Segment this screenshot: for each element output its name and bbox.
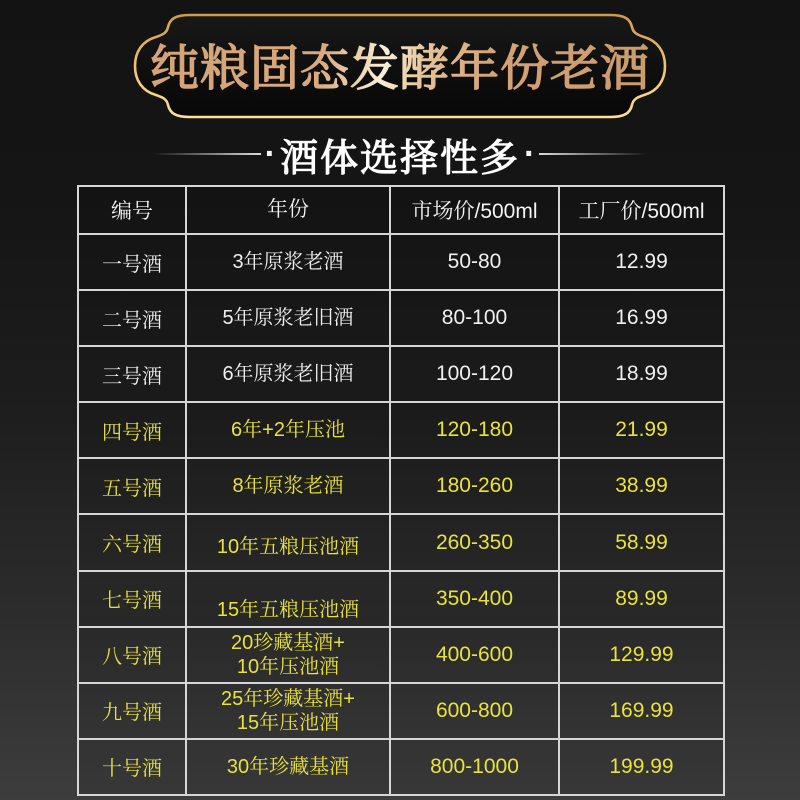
vintage-line: 8年原浆老酒: [232, 475, 344, 498]
factory-price-cell: 58.99: [615, 530, 668, 554]
factory-price-cell: 169.99: [609, 698, 674, 722]
row-number-cell: 四号酒: [79, 403, 187, 457]
vintage-cell: [187, 684, 391, 738]
factory-price-cell: 21.99: [615, 418, 668, 442]
table-row: [79, 233, 723, 289]
market-price-cell: 800-1000: [391, 740, 560, 794]
vintage-line: 3年原浆老酒: [232, 251, 344, 274]
vintage-cell: [187, 347, 391, 401]
vintage-line: 5年原浆老旧酒: [222, 307, 354, 330]
row-number-cell: 七号酒: [79, 572, 187, 626]
column-header-factory-price: 工厂价/500ml: [578, 200, 705, 223]
vintage-cell: [187, 740, 391, 794]
table-header-row: [79, 187, 723, 233]
factory-price-cell: 129.99: [609, 642, 674, 666]
table-row: [79, 513, 723, 569]
market-price-cell: 50-80: [391, 235, 560, 289]
factory-price-cell: 89.99: [615, 586, 668, 610]
vintage-line: 30年珍藏基酒: [226, 755, 350, 778]
row-number-cell: 一号酒: [79, 235, 187, 289]
vintage-line: 25年珍藏基酒+: [221, 687, 355, 710]
row-number-cell: 八号酒: [79, 628, 187, 682]
market-price-cell: 350-400: [391, 572, 560, 626]
price-table: [77, 185, 725, 796]
factory-price-cell: 16.99: [615, 306, 668, 330]
vintage-line: 10年五粮压池酒: [216, 536, 360, 559]
vintage-line: 20珍藏基酒+: [231, 631, 345, 654]
vintage-cell: [187, 572, 391, 626]
vintage-cell: [187, 459, 391, 513]
vintage-line: 10年压池酒: [236, 655, 340, 678]
vintage-line: 15年五粮压池酒: [216, 598, 360, 621]
table-row: [79, 457, 723, 513]
column-header-market-price: 市场价/500ml: [391, 187, 560, 233]
row-number-cell: 二号酒: [79, 291, 187, 345]
market-price-cell: 180-260: [391, 459, 560, 513]
factory-price-cell: 12.99: [615, 250, 668, 274]
vintage-line: 15年压池酒: [236, 711, 340, 734]
row-number-cell: 五号酒: [79, 459, 187, 513]
factory-price-cell: 199.99: [609, 754, 674, 778]
vintage-cell: [187, 291, 391, 345]
subtitle-right-dot: ·: [524, 135, 536, 173]
vintage-line: 6年+2年压池: [231, 419, 345, 442]
banner-title: 纯粮固态发酵年份老酒: [128, 9, 672, 123]
market-price-cell: 400-600: [391, 628, 560, 682]
vintage-cell: [187, 235, 391, 289]
table-row: [79, 570, 723, 626]
vintage-line: 6年原浆老旧酒: [222, 363, 354, 386]
column-header-number: 编号: [79, 187, 187, 233]
section-subtitle-row: [0, 128, 800, 180]
vintage-cell: [187, 403, 391, 457]
row-number-cell: 六号酒: [79, 515, 187, 569]
subtitle-left-line: [153, 153, 261, 155]
table-row: [79, 626, 723, 682]
table-row: [79, 289, 723, 345]
row-number-cell: 十号酒: [79, 740, 187, 794]
market-price-cell: 100-120: [391, 347, 560, 401]
table-row: [79, 401, 723, 457]
vintage-cell: [187, 515, 391, 569]
section-subtitle: 酒体选择性多: [279, 137, 520, 180]
market-price-cell: 80-100: [391, 291, 560, 345]
table-row: [79, 682, 723, 738]
promo-banner: [128, 9, 672, 123]
row-number-cell: 三号酒: [79, 347, 187, 401]
subtitle-left-dot: ·: [264, 135, 276, 173]
column-header-vintage: 年份: [187, 187, 391, 233]
market-price-cell: 600-800: [391, 684, 560, 738]
factory-price-cell: 38.99: [615, 474, 668, 498]
market-price-cell: 120-180: [391, 403, 560, 457]
market-price-cell: 260-350: [391, 515, 560, 569]
factory-price-cell: 18.99: [615, 362, 668, 386]
vintage-cell: [187, 628, 391, 682]
table-row: [79, 345, 723, 401]
subtitle-right-line: [539, 153, 647, 155]
table-row: [79, 738, 723, 794]
row-number-cell: 九号酒: [79, 684, 187, 738]
